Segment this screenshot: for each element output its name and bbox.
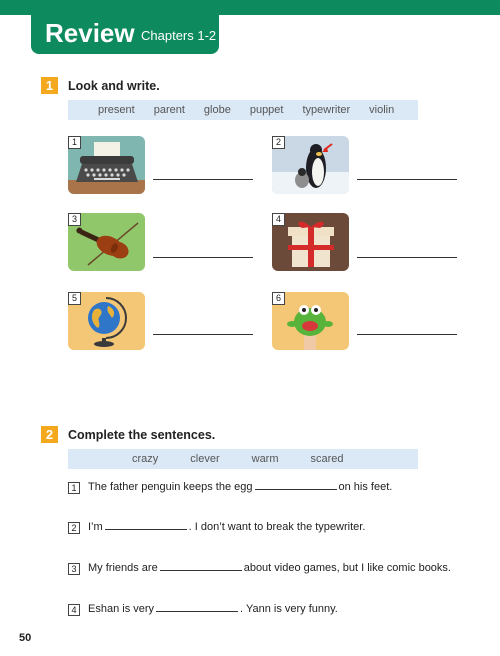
answer-line-6[interactable] (357, 334, 457, 335)
section-2-number: 2 (41, 426, 58, 443)
sentence-1-number: 1 (68, 482, 80, 494)
word-globe: globe (203, 104, 231, 116)
sentence-2-after: . I don’t want to break the typewriter. (188, 521, 366, 533)
section-1-number: 1 (41, 77, 58, 94)
sentence-4-number: 4 (68, 604, 80, 616)
section-1-word-box (68, 100, 418, 120)
answer-line-2[interactable] (357, 179, 457, 180)
sentence-2-before: I’m (88, 521, 103, 533)
sentence-4-blank[interactable] (156, 601, 238, 612)
word-warm: warm (251, 453, 279, 465)
sentence-2-number: 2 (68, 522, 80, 534)
answer-line-5[interactable] (153, 334, 253, 335)
word-present: present (98, 104, 135, 116)
word-puppet: puppet (249, 104, 284, 116)
sentence-1-after: on his feet. (338, 481, 393, 493)
section-2-word-box (68, 449, 418, 469)
word-violin: violin (369, 104, 395, 116)
sentence-3-after: about video games, but I like comic books. (243, 562, 451, 574)
item-6-number: 6 (272, 292, 285, 305)
item-2-number: 2 (272, 136, 285, 149)
sentence-4 (68, 601, 338, 615)
sentence-3-before: My friends are (88, 562, 158, 574)
sentence-3-number: 3 (68, 563, 80, 575)
word-typewriter: typewriter (302, 104, 351, 116)
page-number: 50 (19, 632, 32, 644)
page-title: Review (45, 18, 135, 48)
sentence-1 (68, 479, 392, 493)
word-scared: scared (310, 453, 344, 465)
item-1-number: 1 (68, 136, 81, 149)
section-2-title: Complete the sentences. (68, 428, 216, 442)
sentence-3-blank[interactable] (160, 560, 242, 571)
item-5-number: 5 (68, 292, 81, 305)
item-4-number: 4 (272, 213, 285, 226)
answer-line-1[interactable] (153, 179, 253, 180)
sentence-4-before: Eshan is very (88, 603, 155, 615)
section-1-title: Look and write. (68, 79, 160, 93)
answer-line-3[interactable] (153, 257, 253, 258)
sentence-2-blank[interactable] (105, 519, 187, 530)
item-3-number: 3 (68, 213, 81, 226)
word-parent: parent (153, 104, 185, 116)
sentence-1-before: The father penguin keeps the egg (88, 481, 253, 493)
page-subtitle: Chapters 1-2 (141, 28, 217, 43)
word-clever: clever (190, 453, 220, 465)
sentence-4-after: . Yann is very funny. (240, 603, 338, 615)
answer-line-4[interactable] (357, 257, 457, 258)
sentence-2 (68, 519, 365, 533)
sentence-1-blank[interactable] (255, 479, 337, 490)
word-crazy: crazy (132, 453, 159, 465)
sentence-3 (68, 560, 451, 574)
